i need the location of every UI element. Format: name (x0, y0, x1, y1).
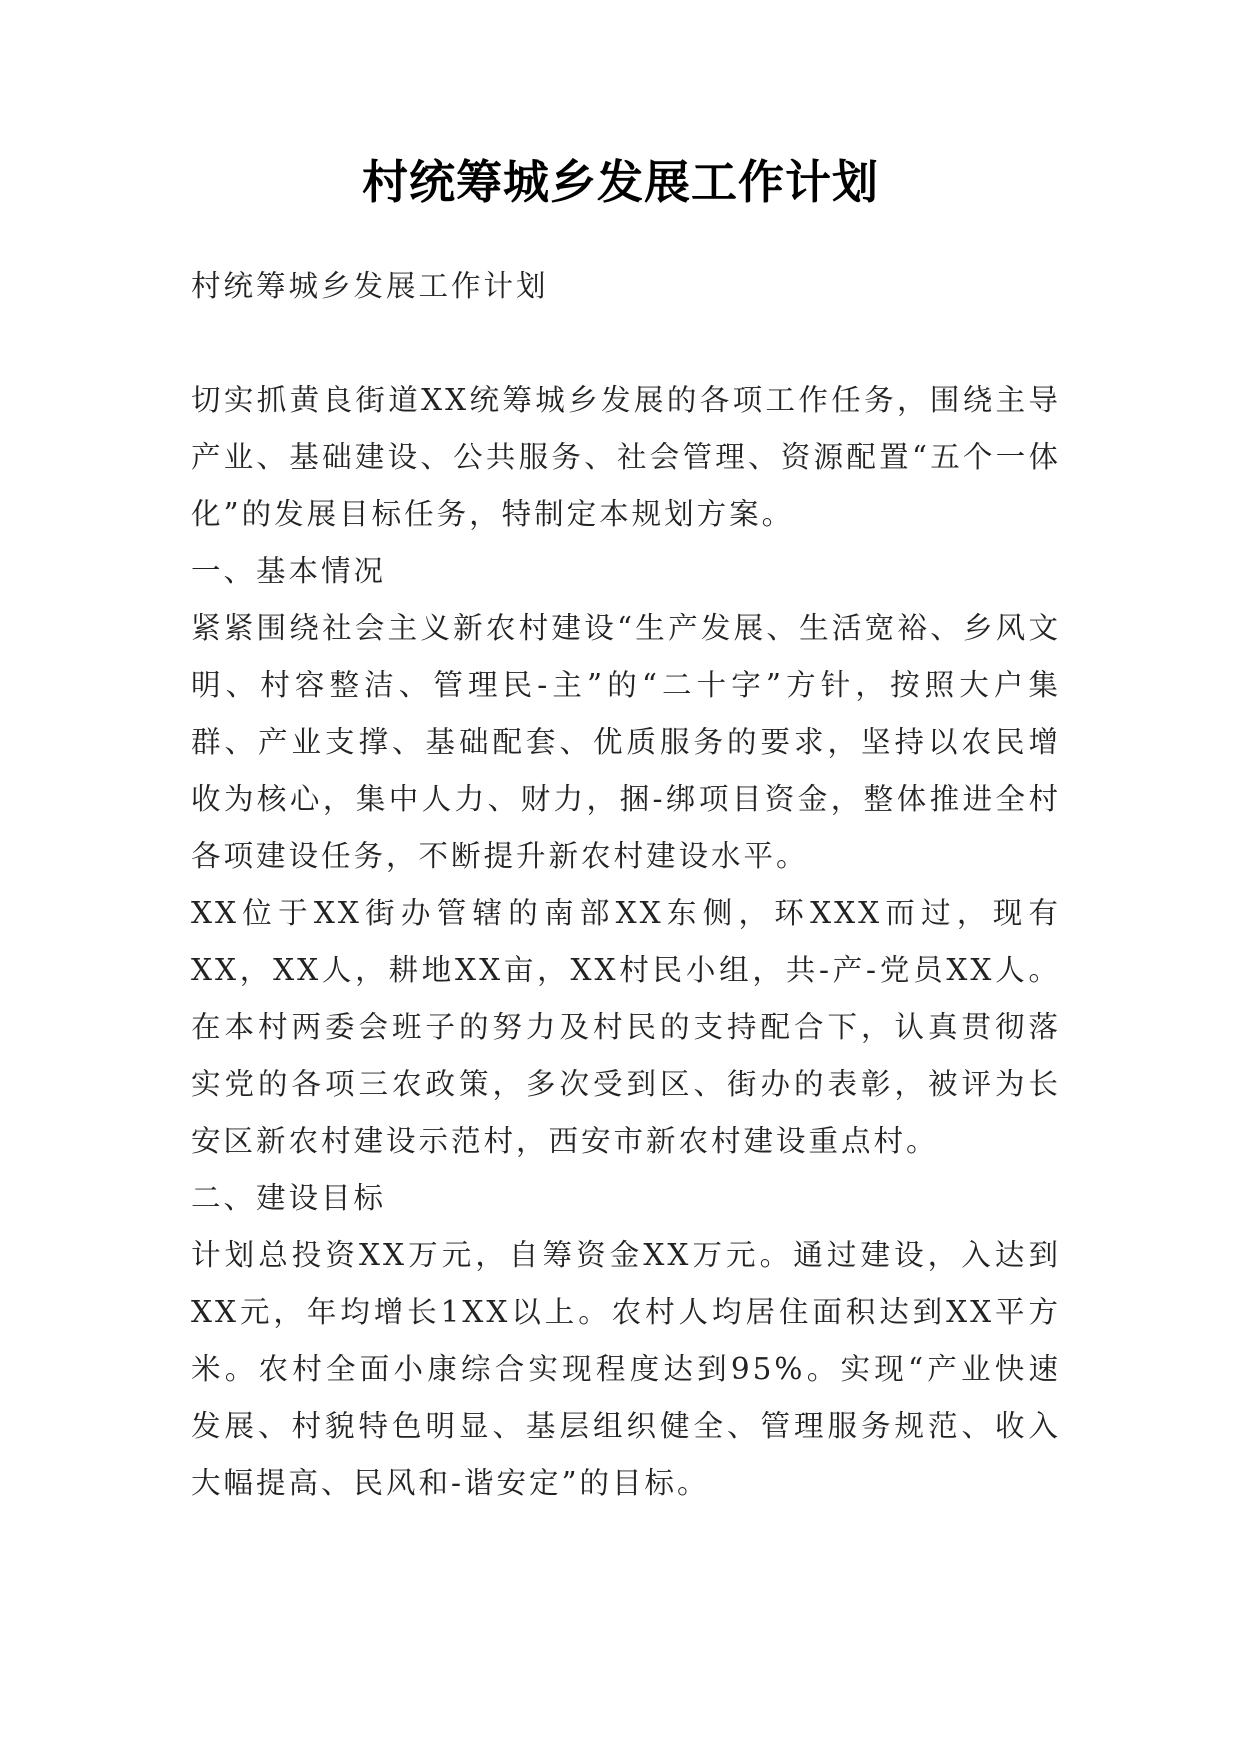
intro-paragraph: 切实抓黄良街道XX统筹城乡发展的各项工作任务，围绕主导产业、基础建设、公共服务、社会管理、资源配置“五个一体化”的发展目标任务，特制定本规划方案。 (191, 383, 1061, 531)
document-title: 村统筹城乡发展工作计划 (362, 155, 879, 209)
document-subtitle: 村统筹城乡发展工作计划 (191, 269, 549, 303)
section-heading-basic-situation: 一、基本情况 (191, 554, 387, 588)
section-heading-construction-goals: 二、建设目标 (191, 1181, 387, 1215)
document-body (191, 258, 1061, 1512)
basic-situation-paragraph: 紧紧围绕社会主义新农村建设“生产发展、生活宽裕、乡风文明、村容整洁、管理民-主”的“二十字”方针，按照大户集群、产业支撑、基础配套、优质服务的要求，坚持以农民增收为核心，集中人力、财力，捆-绑项目资金，整体推进全村各项建设任务，不断提升新农村建设水平。 (191, 611, 1061, 873)
construction-goals-paragraph: 计划总投资XX万元，自筹资金XX万元。通过建设，入达到XX元，年均增长1XX以上。农村人均居住面积达到XX平方米。农村全面小康综合实现程度达到95%。实现“产业快速发展、村貌特色明显、基层组织健全、管理服务规范、收入大幅提高、民风和-谐安定”的目标。 (191, 1238, 1061, 1500)
village-overview-paragraph: XX位于XX街办管辖的南部XX东侧，环XXX而过，现有XX，XX人，耕地XX亩，XX村民小组，共-产-党员XX人。在本村两委会班子的努力及村民的支持配合下，认真贯彻落实党的各项三农政策，多次受到区、街办的表彰，被评为长安区新农村建设示范村，西安市新农村建设重点村。 (191, 896, 1061, 1158)
